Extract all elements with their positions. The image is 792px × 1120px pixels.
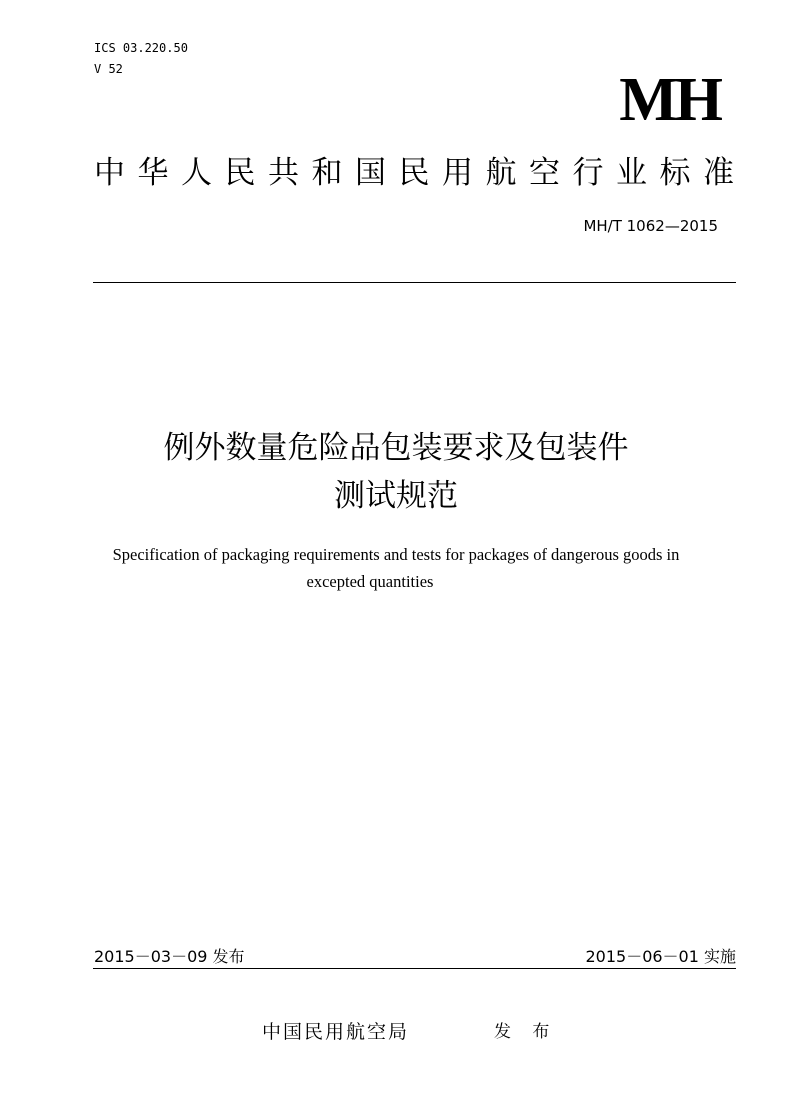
mh-logo: MH — [619, 66, 720, 134]
header-divider — [93, 282, 736, 283]
issue-label: 发 布 — [494, 1022, 558, 1042]
english-title-line-1: Specification of packaging requirements and tests for packages of dangerous goods in — [112, 545, 680, 564]
standard-title: 中华人民共和国民用航空行业标准 — [94, 155, 747, 191]
standard-code: MH/T 1062—2015 — [583, 217, 718, 235]
issue-date: 2015－03－09 发布 — [94, 947, 245, 966]
english-title-line-2: excepted quantities — [306, 572, 434, 591]
chinese-title-line-2: 测试规范 — [334, 478, 458, 514]
issuing-authority: 中国民用航空局 — [262, 1021, 410, 1043]
implementation-date: 2015－06－01 实施 — [585, 947, 736, 966]
classification-code: V 52 — [94, 62, 123, 76]
footer-divider — [93, 968, 736, 969]
chinese-title-line-1: 例外数量危险品包装要求及包装件 — [163, 430, 629, 466]
ics-code: ICS 03.220.50 — [94, 41, 188, 55]
